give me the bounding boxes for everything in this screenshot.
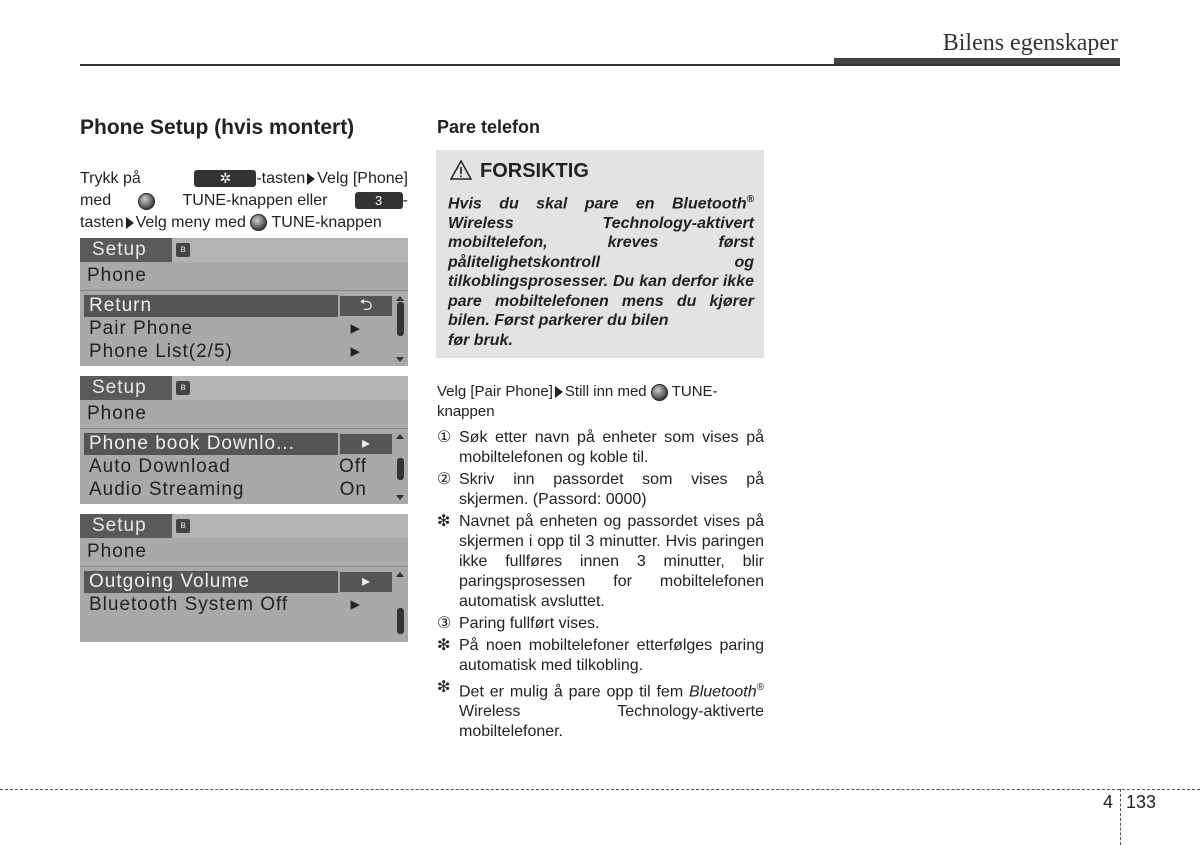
step-text-part: Wireless Technology-aktiverte mobiltelefoner. <box>459 703 764 741</box>
caution-text: Hvis du skal pare en Bluetooth <box>448 195 747 213</box>
menu-item-value: Off <box>339 456 367 477</box>
step-item <box>437 636 764 676</box>
screen-tab: Setup <box>80 376 172 400</box>
header-title: Bilens egenskaper <box>942 30 1118 56</box>
gear-icon: ✲ <box>219 170 232 187</box>
bluetooth-icon: ʙ <box>176 243 190 257</box>
chevron-right-icon: ▸ <box>350 318 361 339</box>
scrollbar[interactable] <box>396 296 405 362</box>
bluetooth-icon: ʙ <box>176 519 190 533</box>
footer-rule <box>0 789 1200 790</box>
intro-text: Still inn med <box>564 383 647 400</box>
scroll-up-icon <box>396 572 404 577</box>
step-text <box>459 678 764 742</box>
step-bullet: ② <box>437 471 452 488</box>
caution-body <box>448 190 754 350</box>
scroll-thumb[interactable] <box>397 608 404 634</box>
tune-knob-icon <box>138 193 155 210</box>
chevron-right-icon: ▸ <box>340 434 392 454</box>
scrollbar[interactable] <box>396 572 405 638</box>
divider <box>80 566 408 567</box>
step-item <box>437 678 764 742</box>
pairing-steps <box>437 382 764 744</box>
instr-text: med <box>80 192 112 209</box>
header-rule <box>80 64 1120 66</box>
setup-screen-2 <box>80 376 408 504</box>
instr-text: -tasten <box>256 170 306 187</box>
step-text: Skriv inn passordet som vises på skjermen. (Passord: 0000) <box>459 471 764 508</box>
menu-item-phonebook-download[interactable] <box>84 433 338 455</box>
menu-item-outgoing-volume[interactable] <box>84 571 338 593</box>
instr-text: Trykk på <box>80 170 141 187</box>
instruction-line-2 <box>80 190 408 212</box>
instr-text: - <box>402 192 408 209</box>
setup-key-button <box>194 170 256 187</box>
arrow-icon <box>307 173 315 185</box>
intro-text: Velg [Pair Phone] <box>437 383 553 400</box>
key-3-button: 3 <box>355 192 403 209</box>
scroll-thumb[interactable] <box>397 302 404 336</box>
menu-item-label: Pair Phone <box>89 318 194 339</box>
pair-phone-title: Pare telefon <box>437 117 541 137</box>
arrow-icon <box>126 217 134 229</box>
chevron-right-icon: ▸ <box>350 594 361 615</box>
scroll-down-icon <box>396 357 404 362</box>
setup-screen-1 <box>80 238 408 366</box>
menu-item-phone-list[interactable] <box>84 341 395 363</box>
caution-box <box>436 150 764 358</box>
screen-tab: Setup <box>80 514 172 538</box>
caution-text: før bruk. <box>448 331 513 349</box>
caution-heading: FORSIKTIG <box>480 160 589 182</box>
chapter-number: 4 <box>1103 792 1114 812</box>
intro-text: TUNE-knappen <box>437 383 718 420</box>
chevron-right-icon: ▸ <box>340 572 392 592</box>
setup-screen-3 <box>80 514 408 642</box>
divider <box>80 290 408 291</box>
menu-item-label: Outgoing Volume <box>89 571 250 592</box>
menu-item-label: Audio Streaming <box>89 479 245 500</box>
caution-text: Wireless Technology-aktivert mobiltelefon, kreves først pålitelighetskontroll og tilkoblingsprosesser. Du kan derfor ikke pare mobiltelefonen mens du kjører bilen. Først parkerer du bilen <box>448 214 754 330</box>
steps-intro <box>437 382 764 422</box>
menu-item-auto-download[interactable] <box>84 456 395 478</box>
menu-item-label: Bluetooth System Off <box>89 594 289 615</box>
instruction-line-1 <box>80 168 408 190</box>
registered-mark: ® <box>756 682 764 693</box>
menu-item-label: Phone book Downlo... <box>89 433 295 454</box>
step-text: Søk etter navn på enheter som vises på mobiltelefonen og koble til. <box>459 429 764 466</box>
arrow-icon <box>555 386 563 398</box>
menu-item-return[interactable] <box>84 295 338 317</box>
registered-mark: ® <box>746 194 754 205</box>
menu-item-value: On <box>339 479 367 500</box>
step-item <box>437 428 764 468</box>
chevron-right-icon: ▸ <box>350 341 361 362</box>
scroll-up-icon <box>396 434 404 439</box>
step-item <box>437 470 764 510</box>
instruction-line-3 <box>80 212 408 234</box>
tune-knob-icon <box>250 214 267 231</box>
instr-text: Velg [Phone] <box>317 170 408 187</box>
footer-divider <box>1120 789 1121 845</box>
step-item <box>437 512 764 612</box>
step-text: På noen mobiltelefoner etterfølges paring automatisk med tilkobling. <box>459 637 764 674</box>
step-bullet: ① <box>437 429 452 446</box>
menu-item-label: Auto Download <box>89 456 231 477</box>
step-bullet: ③ <box>437 615 452 632</box>
instr-text: TUNE-knappen eller <box>182 192 328 209</box>
menu-item-label: Return <box>89 295 153 316</box>
instruction-text <box>80 168 408 234</box>
instr-text: Velg meny med <box>135 214 246 231</box>
menu-item-audio-streaming[interactable] <box>84 479 395 501</box>
bluetooth-brand-text: Bluetooth <box>689 683 757 701</box>
scroll-thumb[interactable] <box>397 458 404 480</box>
bluetooth-icon: ʙ <box>176 381 190 395</box>
scroll-down-icon <box>396 495 404 500</box>
page-number: 133 <box>1126 792 1157 812</box>
screen-tab: Setup <box>80 238 172 262</box>
instr-text: tasten <box>80 214 124 231</box>
step-text-part: Det er mulig å pare opp til fem <box>459 683 684 701</box>
warning-triangle-icon <box>450 160 472 180</box>
menu-item-label: Phone List(2/5) <box>89 341 233 362</box>
step-bullet: ❇ <box>437 513 451 530</box>
step-text: Navnet på enheten og passordet vises på skjermen i opp til 3 minutter. Hvis paringen ikke fullføres innen 3 minutter, blir paringsprosessen for mobiltelefonen automatisk avsluttet. <box>459 513 764 610</box>
screen-subtitle: Phone <box>87 265 147 286</box>
step-item <box>437 614 764 634</box>
divider <box>80 428 408 429</box>
menu-item-pair-phone[interactable] <box>84 318 395 340</box>
instr-text: TUNE-knappen <box>271 214 382 231</box>
section-title: Phone Setup (hvis montert) <box>80 116 355 139</box>
menu-item-bluetooth-system-off[interactable] <box>84 594 395 616</box>
screen-subtitle: Phone <box>87 403 147 424</box>
screen-subtitle: Phone <box>87 541 147 562</box>
step-bullet: ❇ <box>437 637 451 654</box>
step-bullet: ❇ <box>437 679 451 696</box>
tune-knob-icon <box>651 384 668 401</box>
return-icon: ⮌ <box>340 296 392 316</box>
scroll-up-icon <box>396 296 404 301</box>
scrollbar[interactable] <box>396 434 405 500</box>
step-text: Paring fullført vises. <box>459 615 600 632</box>
